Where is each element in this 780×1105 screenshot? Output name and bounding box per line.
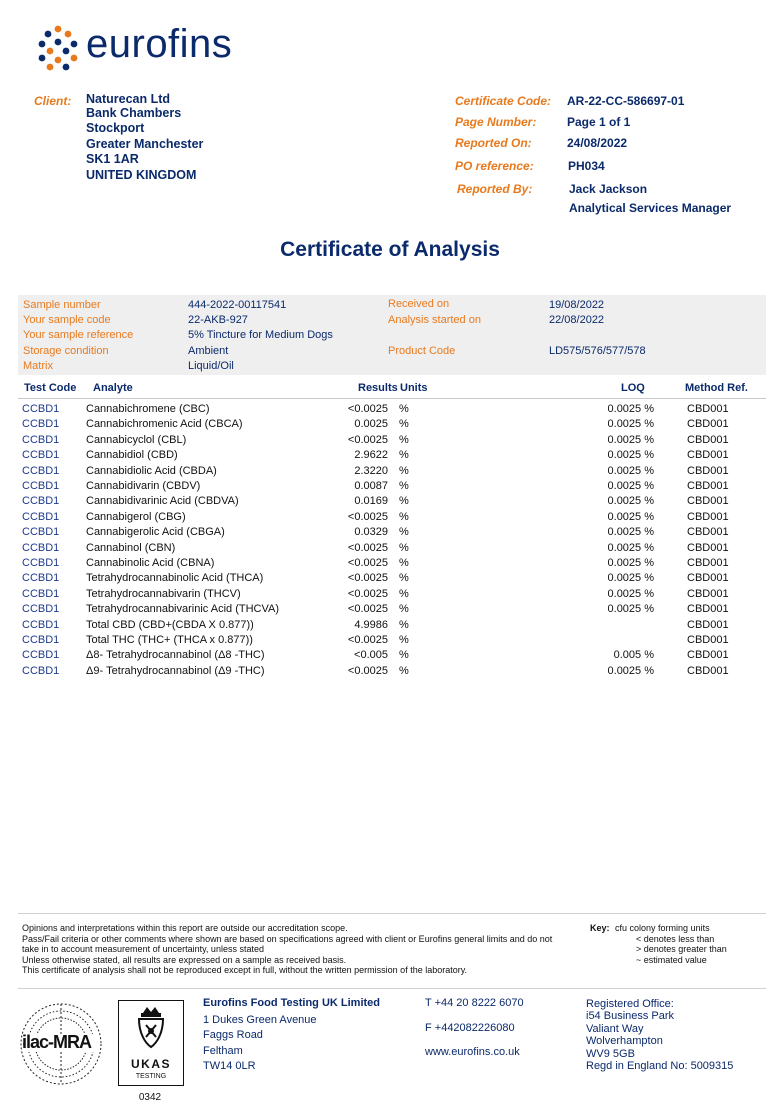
row-test-code: CCBD1	[22, 403, 60, 415]
disclaimer-line: Opinions and interpretations within this report are outside our accreditation scope.	[22, 923, 348, 933]
certificate-code-value: AR-22-CC-586697-01	[567, 94, 685, 108]
table-row	[0, 417, 780, 432]
row-analyte: Total THC (THC+ (THCA x 0.877))	[86, 634, 253, 646]
row-result: <0.0025	[347, 634, 388, 646]
row-result: <0.0025	[347, 572, 388, 585]
row-test-code: CCBD1	[22, 541, 60, 554]
table-row	[0, 587, 780, 602]
analysis-started-label: Analysis started on	[388, 314, 481, 326]
ukas-logo	[118, 1000, 184, 1086]
row-unit: %	[399, 403, 409, 415]
row-unit: %	[399, 495, 409, 508]
disclaimer-line: take in to account measurement of uncertainty, unless stated	[22, 944, 264, 955]
row-test-code: CCBD1	[22, 510, 60, 523]
row-analyte: Cannabinolic Acid (CBNA)	[86, 557, 215, 569]
client-label: Client:	[34, 94, 72, 108]
row-analyte: Cannabinol (CBN)	[86, 541, 176, 554]
row-analyte: Cannabigerol (CBG)	[86, 510, 186, 523]
reported-on-value: 24/08/2022	[567, 136, 628, 150]
storage-condition-value: Ambient	[188, 345, 229, 357]
table-row	[0, 633, 780, 648]
row-result: 4.9986	[354, 618, 388, 631]
row-test-code: CCBD1	[22, 418, 60, 431]
product-code-label: Product Code	[388, 345, 456, 357]
row-test-code: CCBD1	[22, 649, 60, 662]
table-row	[0, 664, 780, 679]
footer-divider-2	[18, 988, 766, 989]
row-method: CBD001	[687, 418, 729, 431]
client-line: Bank Chambers	[86, 105, 182, 120]
col-header-units: Units	[400, 382, 428, 394]
table-row	[0, 402, 780, 417]
registered-line: Valiant Way	[586, 1022, 644, 1035]
client-line: Greater Manchester	[86, 136, 204, 151]
row-loq: 0.0025 %	[607, 449, 654, 462]
row-analyte: Δ9- Tetrahydrocannabinol (Δ9 -THC)	[86, 664, 265, 677]
col-header-analyte: Analyte	[93, 382, 133, 394]
row-method: CBD001	[687, 433, 729, 446]
row-analyte: Cannabichromenic Acid (CBCA)	[86, 418, 243, 431]
row-method: CBD001	[687, 526, 729, 539]
row-result: <0.0025	[347, 587, 388, 600]
sample-number-label: Sample number	[23, 299, 101, 311]
row-analyte: Cannabidivarinic Acid (CBDVA)	[86, 495, 239, 508]
row-test-code: CCBD1	[22, 603, 60, 616]
row-test-code: CCBD1	[22, 449, 60, 462]
row-unit: %	[399, 634, 409, 646]
row-method: CBD001	[687, 618, 729, 631]
company-phone: T +44 20 8222 6070	[425, 997, 524, 1009]
row-unit: %	[399, 603, 409, 616]
row-unit: %	[399, 572, 409, 585]
col-header-method: Method Ref.	[685, 382, 748, 394]
row-result: <0.0025	[347, 510, 388, 523]
row-method: CBD001	[687, 587, 729, 600]
row-unit: %	[399, 510, 409, 523]
table-row	[0, 494, 780, 509]
row-analyte: Tetrahydrocannabinolic Acid (THCA)	[86, 572, 264, 585]
table-row	[0, 525, 780, 540]
row-test-code: CCBD1	[22, 634, 60, 646]
row-unit: %	[399, 541, 409, 554]
crown-icon	[119, 1003, 183, 1055]
reported-on-label: Reported On:	[455, 136, 532, 150]
row-method: CBD001	[687, 557, 729, 569]
client-line: Stockport	[86, 121, 145, 135]
storage-condition-label: Storage condition	[23, 345, 109, 357]
row-result: <0.0025	[347, 433, 388, 446]
po-reference-value: PH034	[568, 159, 605, 173]
row-test-code: CCBD1	[22, 618, 60, 631]
table-row	[0, 648, 780, 663]
row-result: <0.0025	[347, 541, 388, 554]
row-result: <0.005	[354, 649, 388, 662]
row-analyte: Tetrahydrocannabivarinic Acid (THCVA)	[86, 603, 279, 616]
table-row	[0, 602, 780, 617]
sample-code-value: 22-AKB-927	[188, 314, 248, 326]
row-loq: 0.0025 %	[607, 603, 654, 616]
row-method: CBD001	[687, 664, 729, 677]
company-website[interactable]: www.eurofins.co.uk	[425, 1046, 520, 1058]
matrix-label: Matrix	[23, 360, 53, 372]
row-analyte: Cannabichromene (CBC)	[86, 403, 210, 415]
row-method: CBD001	[687, 464, 729, 477]
row-unit: %	[399, 664, 409, 677]
client-line: UNITED KINGDOM	[86, 167, 197, 182]
disclaimer-line: This certificate of analysis shall not be reproduced except in full, without the written permission of the laboratory.	[22, 965, 468, 976]
row-method: CBD001	[687, 449, 729, 462]
row-loq: 0.0025 %	[607, 510, 654, 523]
key-item: ~ estimated value	[636, 954, 707, 965]
reported-by-title: Analytical Services Manager	[569, 201, 732, 215]
company-address-line: Faggs Road	[203, 1029, 263, 1041]
row-analyte: Cannabicyclol (CBL)	[86, 433, 187, 446]
row-test-code: CCBD1	[22, 526, 60, 539]
col-header-results: Results	[358, 382, 398, 394]
registered-office	[586, 998, 733, 1072]
table-row	[0, 571, 780, 586]
po-reference-label: PO reference:	[455, 159, 534, 173]
row-unit: %	[399, 480, 409, 492]
row-loq: 0.0025 %	[607, 433, 654, 446]
brand-name: eurofins	[86, 22, 233, 66]
row-loq: 0.0025 %	[607, 664, 654, 677]
row-analyte: Tetrahydrocannabivarin (THCV)	[86, 587, 241, 600]
row-analyte: Cannabidiol (CBD)	[86, 449, 178, 462]
client-address	[86, 92, 203, 183]
row-test-code: CCBD1	[22, 464, 60, 477]
row-analyte: Total CBD (CBD+(CBDA X 0.877))	[86, 618, 254, 631]
table-row	[0, 479, 780, 494]
client-line: Naturecan Ltd	[86, 92, 171, 106]
company-address-line: 1 Dukes Green Avenue	[203, 1013, 317, 1026]
row-test-code: CCBD1	[22, 433, 60, 446]
certificate-code-label: Certificate Code:	[455, 94, 552, 108]
analysis-started-value: 22/08/2022	[549, 314, 605, 326]
row-test-code: CCBD1	[22, 495, 60, 508]
row-analyte: Cannabidivarin (CBDV)	[86, 480, 201, 492]
row-loq: 0.0025 %	[607, 587, 654, 600]
row-analyte: Δ8- Tetrahydrocannabinol (Δ8 -THC)	[86, 649, 265, 662]
ukas-subtext: TESTING	[135, 1073, 167, 1080]
row-method: CBD001	[687, 403, 729, 415]
ukas-number: 0342	[138, 1092, 162, 1103]
reported-by-value: Jack Jackson	[569, 182, 648, 196]
page-title: Certificate of Analysis	[280, 238, 500, 261]
registered-line: Regd in England No: 5009315	[586, 1060, 734, 1073]
row-loq: 0.0025 %	[607, 403, 654, 415]
row-result: 0.0025	[354, 418, 388, 431]
table-header-divider	[18, 398, 766, 399]
eurofins-logo	[36, 22, 256, 72]
row-loq: 0.0025 %	[607, 480, 654, 492]
row-method: CBD001	[687, 495, 729, 508]
row-method: CBD001	[687, 572, 729, 585]
company-address-line: Feltham	[203, 1044, 243, 1057]
company-address	[203, 996, 380, 1075]
row-result: <0.0025	[347, 557, 388, 569]
row-unit: %	[399, 449, 409, 462]
row-unit: %	[399, 618, 409, 631]
key-label: Key:	[590, 923, 610, 933]
row-test-code: CCBD1	[22, 587, 60, 600]
key-legend	[590, 923, 760, 965]
row-unit: %	[399, 464, 409, 477]
disclaimer-line: Pass/Fail criteria or other comments where shown are based on specifications agreed with client or Eurofins general limits and do not	[22, 933, 553, 944]
registered-line: i54 Business Park	[586, 1010, 675, 1023]
table-row	[0, 510, 780, 525]
page-number-label: Page Number:	[455, 115, 537, 129]
row-unit: %	[399, 526, 409, 539]
col-header-loq: LOQ	[621, 382, 645, 394]
table-row	[0, 556, 780, 571]
row-method: CBD001	[687, 603, 729, 616]
row-unit: %	[399, 418, 409, 431]
row-method: CBD001	[687, 634, 729, 646]
received-on-value: 19/08/2022	[549, 299, 605, 311]
row-result: <0.0025	[347, 664, 388, 677]
row-loq: 0.0025 %	[607, 418, 654, 431]
table-row	[0, 433, 780, 448]
row-method: CBD001	[687, 541, 729, 554]
row-method: CBD001	[687, 649, 729, 662]
registered-line: Registered Office:	[586, 998, 674, 1010]
row-loq: 0.0025 %	[607, 557, 654, 569]
sample-reference-label: Your sample reference	[23, 329, 134, 341]
row-loq: 0.0025 %	[607, 464, 654, 477]
row-unit: %	[399, 433, 409, 446]
row-result: <0.0025	[347, 603, 388, 616]
row-result: 0.0329	[354, 526, 388, 539]
row-test-code: CCBD1	[22, 664, 60, 677]
ilac-text: ilac-MRA	[22, 1032, 92, 1052]
row-result: 0.0169	[354, 495, 388, 508]
matrix-value: Liquid/Oil	[188, 360, 234, 372]
registered-line: Wolverhampton	[586, 1035, 663, 1048]
row-result: 0.0087	[354, 480, 388, 492]
row-loq: 0.0025 %	[607, 495, 654, 508]
row-result: 2.3220	[354, 464, 388, 477]
row-method: CBD001	[687, 480, 729, 492]
table-row	[0, 618, 780, 633]
table-row	[0, 464, 780, 479]
row-test-code: CCBD1	[22, 480, 60, 492]
table-row	[0, 448, 780, 463]
ilac-mra-logo	[18, 998, 104, 1090]
company-fax: F +442082226080	[425, 1022, 515, 1034]
row-loq: 0.0025 %	[607, 541, 654, 554]
row-test-code: CCBD1	[22, 572, 60, 585]
row-loq: 0.0025 %	[607, 526, 654, 539]
row-test-code: CCBD1	[22, 557, 60, 569]
received-on-label: Received on	[388, 298, 450, 310]
company-address-line: TW14 0LR	[203, 1060, 256, 1072]
row-unit: %	[399, 557, 409, 569]
key-item: < denotes less than	[636, 933, 715, 944]
row-result: <0.0025	[347, 403, 388, 415]
row-method: CBD001	[687, 510, 729, 523]
sample-info-box	[18, 295, 766, 375]
footer-divider	[18, 913, 766, 914]
page-number-value: Page 1 of 1	[567, 115, 631, 129]
col-header-test-code: Test Code	[24, 382, 77, 394]
product-code-value: LD575/576/577/578	[549, 345, 646, 357]
reported-by-label: Reported By:	[457, 182, 533, 196]
sample-code-label: Your sample code	[23, 314, 111, 326]
company-name: Eurofins Food Testing UK Limited	[203, 997, 381, 1009]
ukas-text: UKAS	[130, 1057, 171, 1071]
sample-reference-value: 5% Tincture for Medium Dogs	[188, 329, 333, 341]
registered-line: WV9 5GB	[586, 1047, 635, 1060]
key-item: > denotes greater than	[636, 944, 727, 955]
table-row	[0, 541, 780, 556]
row-loq: 0.005 %	[613, 649, 654, 662]
sample-number-value: 444-2022-00117541	[188, 299, 287, 311]
key-item: cfu colony forming units	[615, 923, 710, 933]
row-analyte: Cannabidiolic Acid (CBDA)	[86, 464, 217, 477]
client-line: SK1 1AR	[86, 152, 139, 166]
row-unit: %	[399, 587, 409, 600]
row-result: 2.9622	[354, 449, 388, 462]
row-analyte: Cannabigerolic Acid (CBGA)	[86, 526, 225, 539]
eurofins-dots-icon	[36, 24, 80, 72]
disclaimer-line: Unless otherwise stated, all results are expressed on a sample as received basis.	[22, 954, 347, 965]
disclaimer	[22, 923, 582, 976]
row-unit: %	[399, 649, 409, 662]
row-loq: 0.0025 %	[607, 572, 654, 585]
